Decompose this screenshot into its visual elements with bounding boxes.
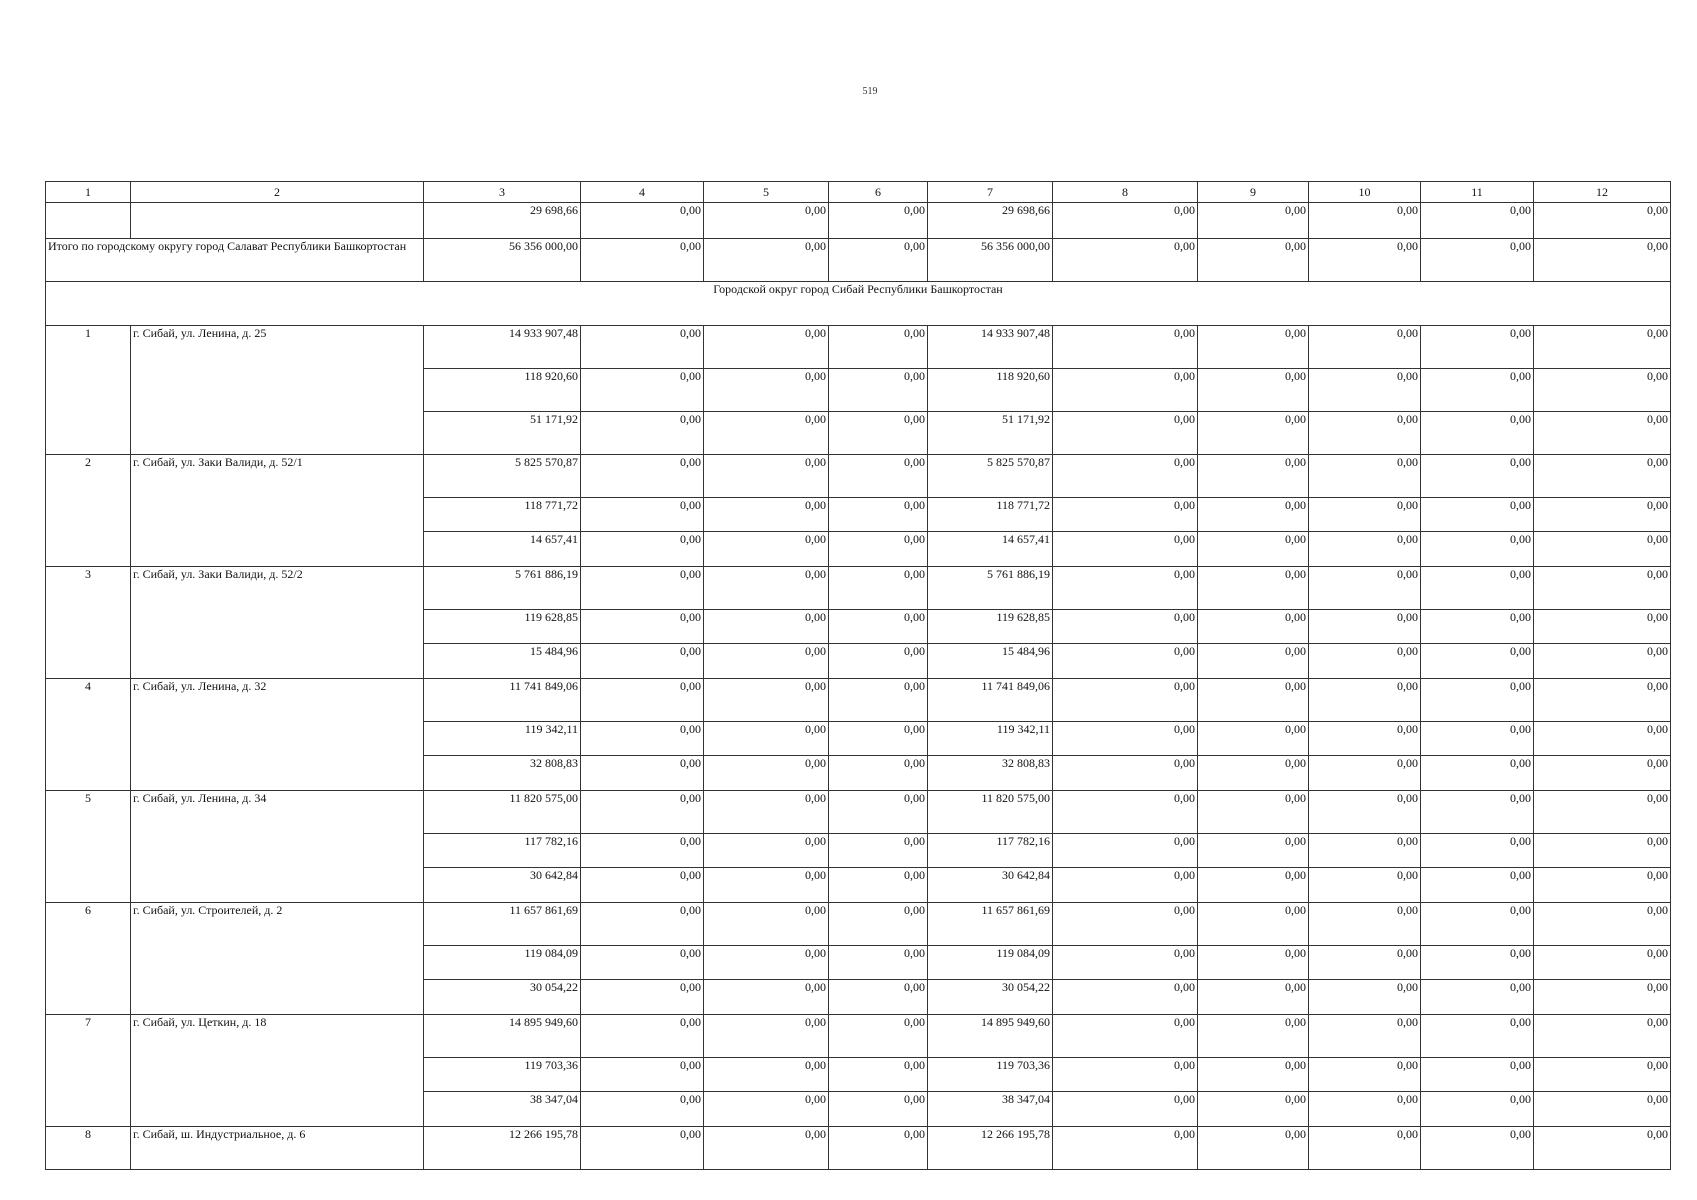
- value-cell: 0,00: [704, 326, 829, 369]
- value-cell: 0,00: [581, 1127, 704, 1170]
- value-cell: 0,00: [1198, 679, 1309, 722]
- column-number-cell: 1: [46, 182, 131, 203]
- value-cell: 0,00: [1053, 868, 1198, 903]
- value-cell: 0,00: [829, 498, 928, 532]
- value-cell: 0,00: [1309, 834, 1421, 868]
- value-cell: 0,00: [1534, 903, 1671, 946]
- value-cell: 0,00: [829, 980, 928, 1015]
- value-cell: 0,00: [1534, 868, 1671, 903]
- object-address: г. Сибай, ул. Ленина, д. 34: [131, 791, 424, 903]
- value-cell: 0,00: [704, 980, 829, 1015]
- value-cell: 0,00: [1309, 756, 1421, 791]
- value-cell: 0,00: [581, 239, 704, 282]
- column-number-row: [46, 182, 1671, 203]
- value-cell: 0,00: [1534, 412, 1671, 455]
- object-number: 7: [46, 1015, 131, 1127]
- value-cell: 0,00: [1421, 980, 1534, 1015]
- value-cell: 0,00: [829, 326, 928, 369]
- value-cell: 38 347,04: [928, 1092, 1053, 1127]
- value-cell: 11 657 861,69: [424, 903, 581, 946]
- value-cell: 0,00: [1198, 326, 1309, 369]
- value-cell: 0,00: [1421, 1058, 1534, 1092]
- value-cell: 0,00: [1053, 679, 1198, 722]
- value-cell: 14 933 907,48: [928, 326, 1053, 369]
- value-cell: 0,00: [1534, 610, 1671, 644]
- value-cell: 0,00: [581, 644, 704, 679]
- value-cell: 119 342,11: [424, 722, 581, 756]
- value-cell: 0,00: [1198, 1127, 1309, 1170]
- object-number: 8: [46, 1127, 131, 1170]
- section-title: Городской округ город Сибай Республики Башкортостан: [46, 282, 1671, 326]
- value-cell: 0,00: [581, 1015, 704, 1058]
- column-number-cell: 12: [1534, 182, 1671, 203]
- value-cell: 0,00: [581, 946, 704, 980]
- value-cell: 0,00: [704, 369, 829, 412]
- value-cell: 0,00: [1053, 834, 1198, 868]
- value-cell: 0,00: [704, 455, 829, 498]
- value-cell: 0,00: [1534, 567, 1671, 610]
- value-cell: 30 642,84: [928, 868, 1053, 903]
- value-cell: 0,00: [829, 1058, 928, 1092]
- value-cell: 0,00: [581, 412, 704, 455]
- value-cell: 5 825 570,87: [928, 455, 1053, 498]
- value-cell: 30 054,22: [424, 980, 581, 1015]
- value-cell: 0,00: [581, 1058, 704, 1092]
- value-cell: 0,00: [1309, 1015, 1421, 1058]
- value-cell: 0,00: [829, 679, 928, 722]
- column-number-cell: 6: [829, 182, 928, 203]
- value-cell: 0,00: [704, 567, 829, 610]
- column-number-cell: 7: [928, 182, 1053, 203]
- value-cell: 11 820 575,00: [424, 791, 581, 834]
- value-cell: 0,00: [581, 679, 704, 722]
- value-cell: 118 771,72: [928, 498, 1053, 532]
- value-cell: 0,00: [1198, 644, 1309, 679]
- value-cell: 0,00: [1309, 679, 1421, 722]
- value-cell: 0,00: [1053, 203, 1198, 239]
- value-cell: 0,00: [704, 644, 829, 679]
- value-cell: 0,00: [1053, 980, 1198, 1015]
- value-cell: 0,00: [704, 239, 829, 282]
- value-cell: 0,00: [581, 610, 704, 644]
- value-cell: 0,00: [1198, 903, 1309, 946]
- value-cell: 0,00: [1534, 679, 1671, 722]
- value-cell: 0,00: [704, 1058, 829, 1092]
- value-cell: 11 741 849,06: [424, 679, 581, 722]
- value-cell: 0,00: [1534, 498, 1671, 532]
- value-cell: 0,00: [1053, 532, 1198, 567]
- value-cell: 5 825 570,87: [424, 455, 581, 498]
- value-cell: 0,00: [581, 326, 704, 369]
- value-cell: 0,00: [1534, 946, 1671, 980]
- value-cell: 0,00: [1198, 610, 1309, 644]
- table-row: [46, 791, 1671, 834]
- value-cell: 0,00: [1198, 1092, 1309, 1127]
- value-cell: 0,00: [704, 1015, 829, 1058]
- object-address: г. Сибай, ул. Строителей, д. 2: [131, 903, 424, 1015]
- value-cell: 0,00: [1198, 239, 1309, 282]
- value-cell: 0,00: [829, 1092, 928, 1127]
- table-row: [46, 1015, 1671, 1058]
- value-cell: 15 484,96: [928, 644, 1053, 679]
- value-cell: 0,00: [1421, 326, 1534, 369]
- value-cell: 0,00: [1421, 756, 1534, 791]
- value-cell: 12 266 195,78: [928, 1127, 1053, 1170]
- value-cell: 14 657,41: [424, 532, 581, 567]
- value-cell: 0,00: [1534, 834, 1671, 868]
- value-cell: 0,00: [1053, 903, 1198, 946]
- value-cell: 0,00: [1198, 980, 1309, 1015]
- value-cell: 0,00: [1309, 946, 1421, 980]
- value-cell: 0,00: [704, 498, 829, 532]
- value-cell: 118 920,60: [424, 369, 581, 412]
- object-address: г. Сибай, ул. Ленина, д. 25: [131, 326, 424, 455]
- object-address: г. Сибай, ул. Заки Валиди, д. 52/1: [131, 455, 424, 567]
- column-number-cell: 11: [1421, 182, 1534, 203]
- value-cell: 5 761 886,19: [424, 567, 581, 610]
- value-cell: 0,00: [1053, 1127, 1198, 1170]
- value-cell: 0,00: [1053, 1092, 1198, 1127]
- object-number: 5: [46, 791, 131, 903]
- value-cell: 0,00: [829, 239, 928, 282]
- object-number: 1: [46, 326, 131, 455]
- value-cell: 0,00: [1421, 532, 1534, 567]
- value-cell: 0,00: [1053, 412, 1198, 455]
- value-cell: 0,00: [1309, 1127, 1421, 1170]
- value-cell: 0,00: [1198, 498, 1309, 532]
- table-row: [46, 567, 1671, 610]
- value-cell: 0,00: [704, 722, 829, 756]
- value-cell: 15 484,96: [424, 644, 581, 679]
- value-cell: 0,00: [704, 1092, 829, 1127]
- value-cell: 0,00: [1534, 791, 1671, 834]
- value-cell: 0,00: [1198, 567, 1309, 610]
- value-cell: 0,00: [581, 722, 704, 756]
- table-row: [46, 455, 1671, 498]
- value-cell: 0,00: [704, 946, 829, 980]
- value-cell: 0,00: [1421, 498, 1534, 532]
- value-cell: 32 808,83: [928, 756, 1053, 791]
- value-cell: 0,00: [581, 532, 704, 567]
- value-cell: 0,00: [1534, 369, 1671, 412]
- value-cell: 0,00: [1534, 239, 1671, 282]
- value-cell: 11 741 849,06: [928, 679, 1053, 722]
- object-number: 3: [46, 567, 131, 679]
- value-cell: 0,00: [829, 567, 928, 610]
- value-cell: 0,00: [1198, 722, 1309, 756]
- value-cell: 0,00: [1053, 326, 1198, 369]
- value-cell: 5 761 886,19: [928, 567, 1053, 610]
- value-cell: 0,00: [829, 1015, 928, 1058]
- value-cell: 30 054,22: [928, 980, 1053, 1015]
- value-cell: 51 171,92: [928, 412, 1053, 455]
- value-cell: 0,00: [1309, 567, 1421, 610]
- value-cell: 12 266 195,78: [424, 1127, 581, 1170]
- empty-cell: [46, 203, 131, 239]
- value-cell: 0,00: [581, 567, 704, 610]
- object-address: г. Сибай, ул. Цеткин, д. 18: [131, 1015, 424, 1127]
- value-cell: 0,00: [1053, 1058, 1198, 1092]
- value-cell: 0,00: [581, 791, 704, 834]
- value-cell: 0,00: [581, 203, 704, 239]
- value-cell: 14 895 949,60: [928, 1015, 1053, 1058]
- value-cell: 0,00: [1309, 722, 1421, 756]
- total-row: [46, 239, 1671, 282]
- carryover-row: [46, 203, 1671, 239]
- value-cell: 0,00: [581, 498, 704, 532]
- object-number: 2: [46, 455, 131, 567]
- value-cell: 0,00: [1421, 868, 1534, 903]
- value-cell: 0,00: [1309, 369, 1421, 412]
- value-cell: 0,00: [1309, 498, 1421, 532]
- value-cell: 0,00: [704, 610, 829, 644]
- value-cell: 0,00: [1534, 1127, 1671, 1170]
- value-cell: 0,00: [829, 412, 928, 455]
- total-label: Итого по городскому округу город Салават Республики Башкортостан: [46, 239, 424, 282]
- value-cell: 0,00: [1309, 239, 1421, 282]
- value-cell: 0,00: [1198, 868, 1309, 903]
- value-cell: 0,00: [1198, 203, 1309, 239]
- value-cell: 0,00: [581, 903, 704, 946]
- value-cell: 0,00: [1309, 455, 1421, 498]
- value-cell: 0,00: [1198, 946, 1309, 980]
- value-cell: 0,00: [829, 455, 928, 498]
- value-cell: 0,00: [1309, 326, 1421, 369]
- budget-table: [45, 181, 1671, 1170]
- column-number-cell: 8: [1053, 182, 1198, 203]
- value-cell: 56 356 000,00: [928, 239, 1053, 282]
- value-cell: 117 782,16: [928, 834, 1053, 868]
- value-cell: 0,00: [1421, 567, 1534, 610]
- value-cell: 0,00: [1198, 834, 1309, 868]
- value-cell: 0,00: [1053, 369, 1198, 412]
- value-cell: 0,00: [704, 903, 829, 946]
- column-number-cell: 3: [424, 182, 581, 203]
- value-cell: 0,00: [1534, 203, 1671, 239]
- value-cell: 0,00: [1421, 203, 1534, 239]
- value-cell: 0,00: [1053, 791, 1198, 834]
- column-number-cell: 9: [1198, 182, 1309, 203]
- value-cell: 0,00: [1421, 1092, 1534, 1127]
- value-cell: 0,00: [1534, 326, 1671, 369]
- value-cell: 0,00: [1053, 1015, 1198, 1058]
- value-cell: 0,00: [704, 1127, 829, 1170]
- table-row: [46, 326, 1671, 369]
- value-cell: 0,00: [1421, 239, 1534, 282]
- value-cell: 0,00: [1534, 980, 1671, 1015]
- value-cell: 119 084,09: [928, 946, 1053, 980]
- value-cell: 0,00: [829, 532, 928, 567]
- column-number-cell: 4: [581, 182, 704, 203]
- value-cell: 0,00: [1053, 644, 1198, 679]
- object-address: г. Сибай, ш. Индустриальное, д. 6: [131, 1127, 424, 1170]
- value-cell: 0,00: [1421, 791, 1534, 834]
- value-cell: 0,00: [1421, 903, 1534, 946]
- empty-cell: [131, 203, 424, 239]
- value-cell: 0,00: [829, 369, 928, 412]
- value-cell: 32 808,83: [424, 756, 581, 791]
- value-cell: 0,00: [581, 834, 704, 868]
- value-cell: 0,00: [1309, 1058, 1421, 1092]
- page-number: 519: [862, 86, 878, 97]
- value-cell: 0,00: [704, 412, 829, 455]
- value-cell: 118 920,60: [928, 369, 1053, 412]
- value-cell: 0,00: [1421, 679, 1534, 722]
- value-cell: 0,00: [829, 610, 928, 644]
- value-cell: 0,00: [704, 791, 829, 834]
- value-cell: 0,00: [704, 679, 829, 722]
- value-cell: 0,00: [1053, 455, 1198, 498]
- value-cell: 0,00: [829, 722, 928, 756]
- value-cell: 29 698,66: [424, 203, 581, 239]
- column-number-cell: 5: [704, 182, 829, 203]
- value-cell: 38 347,04: [424, 1092, 581, 1127]
- value-cell: 0,00: [1534, 1058, 1671, 1092]
- value-cell: 0,00: [1309, 412, 1421, 455]
- value-cell: 0,00: [704, 834, 829, 868]
- value-cell: 0,00: [1421, 610, 1534, 644]
- value-cell: 0,00: [704, 756, 829, 791]
- value-cell: 0,00: [1198, 791, 1309, 834]
- value-cell: 11 820 575,00: [928, 791, 1053, 834]
- value-cell: 0,00: [1053, 946, 1198, 980]
- value-cell: 0,00: [1421, 369, 1534, 412]
- value-cell: 0,00: [1198, 455, 1309, 498]
- value-cell: 0,00: [1053, 567, 1198, 610]
- value-cell: 0,00: [1309, 980, 1421, 1015]
- value-cell: 0,00: [1309, 203, 1421, 239]
- value-cell: 0,00: [829, 203, 928, 239]
- object-address: г. Сибай, ул. Ленина, д. 32: [131, 679, 424, 791]
- column-number-cell: 10: [1309, 182, 1421, 203]
- table-row: [46, 903, 1671, 946]
- value-cell: 0,00: [1421, 722, 1534, 756]
- value-cell: 11 657 861,69: [928, 903, 1053, 946]
- value-cell: 119 084,09: [424, 946, 581, 980]
- value-cell: 14 895 949,60: [424, 1015, 581, 1058]
- section-row: [46, 282, 1671, 326]
- value-cell: 0,00: [1309, 610, 1421, 644]
- value-cell: 0,00: [1198, 369, 1309, 412]
- column-number-cell: 2: [131, 182, 424, 203]
- value-cell: 0,00: [1309, 868, 1421, 903]
- value-cell: 0,00: [1534, 1092, 1671, 1127]
- value-cell: 0,00: [1421, 644, 1534, 679]
- value-cell: 119 703,36: [424, 1058, 581, 1092]
- value-cell: 0,00: [1421, 1015, 1534, 1058]
- value-cell: 0,00: [1053, 239, 1198, 282]
- value-cell: 0,00: [581, 1092, 704, 1127]
- value-cell: 119 628,85: [424, 610, 581, 644]
- object-address: г. Сибай, ул. Заки Валиди, д. 52/2: [131, 567, 424, 679]
- value-cell: 30 642,84: [424, 868, 581, 903]
- value-cell: 0,00: [1534, 1015, 1671, 1058]
- value-cell: 0,00: [581, 369, 704, 412]
- value-cell: 0,00: [1421, 834, 1534, 868]
- table-row: [46, 679, 1671, 722]
- value-cell: 0,00: [1309, 532, 1421, 567]
- value-cell: 0,00: [1198, 1015, 1309, 1058]
- value-cell: 0,00: [1309, 644, 1421, 679]
- value-cell: 0,00: [1534, 722, 1671, 756]
- value-cell: 118 771,72: [424, 498, 581, 532]
- value-cell: 0,00: [581, 980, 704, 1015]
- value-cell: 29 698,66: [928, 203, 1053, 239]
- value-cell: 0,00: [1534, 532, 1671, 567]
- value-cell: 0,00: [1534, 644, 1671, 679]
- value-cell: 0,00: [1053, 610, 1198, 644]
- value-cell: 0,00: [581, 455, 704, 498]
- value-cell: 14 933 907,48: [424, 326, 581, 369]
- value-cell: 51 171,92: [424, 412, 581, 455]
- value-cell: 0,00: [829, 868, 928, 903]
- value-cell: 0,00: [1053, 722, 1198, 756]
- value-cell: 0,00: [1198, 532, 1309, 567]
- value-cell: 0,00: [704, 203, 829, 239]
- value-cell: 0,00: [1198, 756, 1309, 791]
- value-cell: 56 356 000,00: [424, 239, 581, 282]
- value-cell: 0,00: [1198, 1058, 1309, 1092]
- object-number: 6: [46, 903, 131, 1015]
- value-cell: 0,00: [581, 868, 704, 903]
- value-cell: 0,00: [1309, 1092, 1421, 1127]
- value-cell: 14 657,41: [928, 532, 1053, 567]
- value-cell: 0,00: [829, 946, 928, 980]
- value-cell: 0,00: [829, 644, 928, 679]
- value-cell: 0,00: [1534, 756, 1671, 791]
- value-cell: 117 782,16: [424, 834, 581, 868]
- value-cell: 0,00: [1309, 791, 1421, 834]
- value-cell: 0,00: [1198, 412, 1309, 455]
- value-cell: 0,00: [1421, 1127, 1534, 1170]
- value-cell: 119 628,85: [928, 610, 1053, 644]
- value-cell: 0,00: [829, 791, 928, 834]
- value-cell: 0,00: [1053, 756, 1198, 791]
- value-cell: 0,00: [1053, 498, 1198, 532]
- value-cell: 0,00: [829, 1127, 928, 1170]
- object-number: 4: [46, 679, 131, 791]
- value-cell: 0,00: [1421, 946, 1534, 980]
- value-cell: 119 342,11: [928, 722, 1053, 756]
- value-cell: 0,00: [1421, 455, 1534, 498]
- value-cell: 0,00: [829, 834, 928, 868]
- value-cell: 0,00: [829, 903, 928, 946]
- value-cell: 0,00: [704, 868, 829, 903]
- value-cell: 0,00: [1309, 903, 1421, 946]
- value-cell: 0,00: [1421, 412, 1534, 455]
- value-cell: 119 703,36: [928, 1058, 1053, 1092]
- value-cell: 0,00: [581, 756, 704, 791]
- table-row: [46, 1127, 1671, 1170]
- value-cell: 0,00: [704, 532, 829, 567]
- value-cell: 0,00: [829, 756, 928, 791]
- value-cell: 0,00: [1534, 455, 1671, 498]
